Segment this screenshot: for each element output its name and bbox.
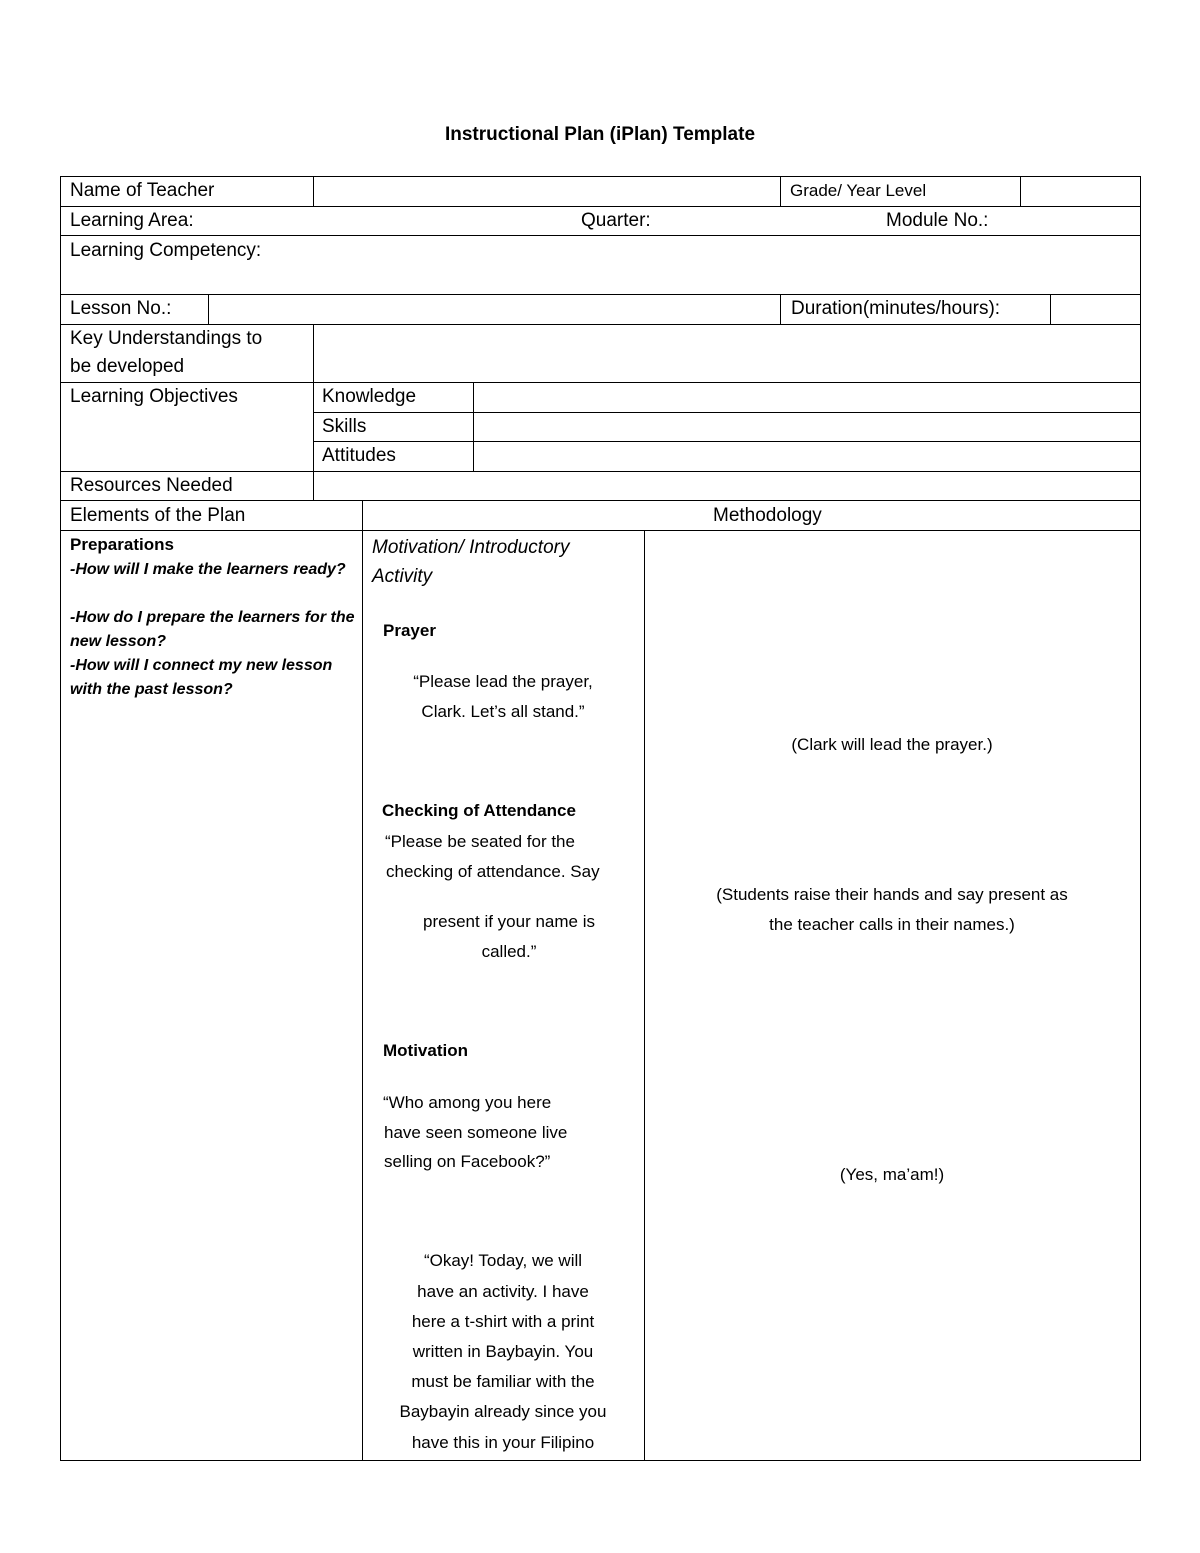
quarter-label: Quarter:	[581, 210, 651, 231]
activity-line-4: written in Baybayin. You	[412, 1342, 594, 1361]
motivation-response: (Yes, ma’am!)	[839, 1165, 945, 1184]
module-label: Module No.:	[886, 210, 989, 231]
methodology-label: Methodology	[713, 505, 822, 526]
activity-line-3: here a t-shirt with a print	[411, 1312, 595, 1331]
motivation-heading: Motivation	[383, 1041, 468, 1060]
preparations-question-1: -How will I make the learners ready?	[70, 561, 346, 578]
grade-year-label: Grade/ Year Level	[790, 181, 927, 200]
learning-objectives-label: Learning Objectives	[70, 386, 238, 407]
learning-competency-label: Learning Competency:	[70, 240, 262, 261]
duration-label: Duration(minutes/hours):	[791, 298, 1001, 319]
attendance-heading: Checking of Attendance	[382, 801, 576, 820]
name-of-teacher-label: Name of Teacher	[70, 180, 215, 201]
preparations-heading: Preparations	[70, 535, 174, 554]
page-title: Instructional Plan (iPlan) Template	[444, 124, 756, 145]
motivation-line-1: “Who among you here	[383, 1093, 552, 1112]
prayer-line-2: Clark. Let’s all stand.”	[421, 702, 585, 721]
attendance-line-4: called.”	[481, 942, 537, 961]
attitudes-label: Attitudes	[322, 445, 396, 466]
motivation-line-2: have seen someone live	[384, 1123, 568, 1142]
attendance-response-line-2: the teacher calls in their names.)	[769, 915, 1015, 934]
motivation-line-3: selling on Facebook?”	[384, 1152, 551, 1171]
attendance-line-1: “Please be seated for the	[385, 832, 575, 851]
activity-line-6: Baybayin already since you	[399, 1402, 607, 1421]
preparations-question-2: -How do I prepare the learners for the new lesson?	[70, 609, 355, 650]
activity-line-5: must be familiar with the	[411, 1372, 595, 1391]
activity-line-1: “Okay! Today, we will	[423, 1251, 583, 1270]
elements-of-plan-label: Elements of the Plan	[70, 505, 246, 526]
prayer-response: (Clark will lead the prayer.)	[791, 735, 993, 754]
activity-line-2: have an activity. I have	[417, 1282, 589, 1301]
activity-line-7: have this in your Filipino	[411, 1433, 595, 1452]
attendance-line-2: checking of attendance. Say	[386, 862, 600, 881]
skills-label: Skills	[322, 416, 367, 437]
prayer-line-1: “Please lead the prayer,	[413, 672, 593, 691]
key-understandings-label-line2: be developed	[70, 356, 185, 377]
resources-needed-label: Resources Needed	[70, 475, 233, 496]
prayer-heading: Prayer	[383, 621, 436, 640]
attendance-line-3: present if your name is	[423, 912, 595, 931]
attendance-response-line-1: (Students raise their hands and say present as	[716, 885, 1068, 904]
key-understandings-label-line1: Key Understandings to	[70, 328, 263, 349]
motivation-intro-heading: Motivation/ Introductory Activity	[372, 537, 570, 587]
lesson-no-label: Lesson No.:	[70, 298, 172, 319]
knowledge-label: Knowledge	[322, 386, 417, 407]
preparations-question-3: -How will I connect my new lesson with the past lesson?	[70, 657, 333, 698]
learning-area-label: Learning Area:	[70, 210, 194, 231]
